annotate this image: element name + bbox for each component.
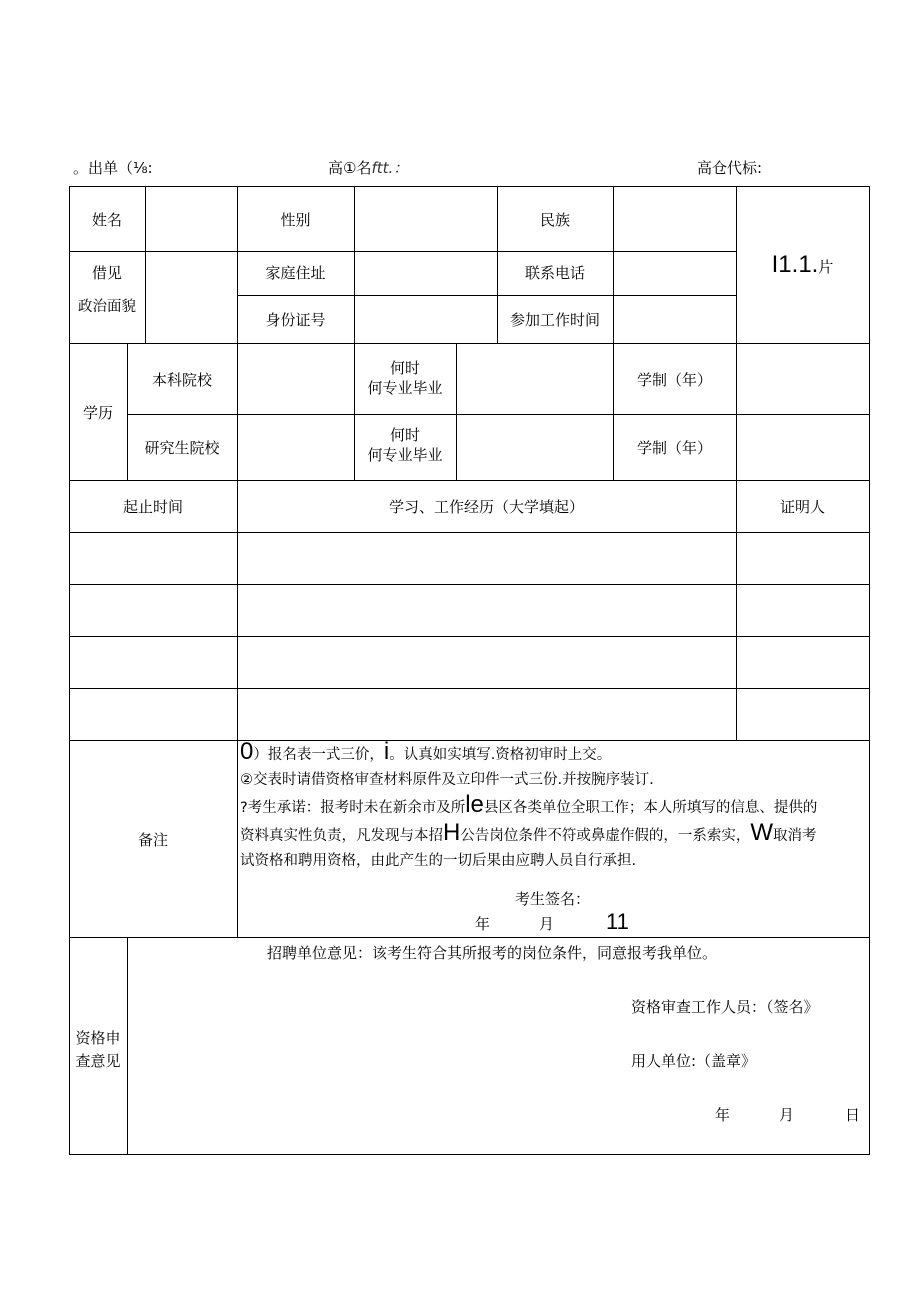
note-mark: H bbox=[443, 819, 461, 846]
header-position-italic: ftt.： bbox=[371, 159, 409, 177]
review-label-line-2: 查意见 bbox=[75, 1052, 121, 1070]
table-border-left bbox=[69, 186, 70, 1155]
employer-seal-label: 用人单位:（盖章》 bbox=[631, 1052, 757, 1070]
grid-line bbox=[237, 343, 238, 480]
applicant-signature-label: 考生签名： bbox=[515, 890, 591, 908]
id-number-label: 身份证号 bbox=[265, 311, 326, 329]
when-line: 何时 bbox=[389, 426, 420, 444]
period-header: 起止时间 bbox=[122, 498, 183, 516]
employer-opinion: 招聘单位意见：该考生符合其所报考的岗位条件，同意报考我单位。 bbox=[267, 944, 718, 962]
header-position-text: 高①名 bbox=[328, 159, 372, 177]
note-text: 。认真如实填写.资格初审时上交。 bbox=[389, 747, 612, 763]
grid-line bbox=[237, 740, 238, 937]
note-line-5: 试资格和聘用资格，由此产生的一切后果由应聘人员自行承担. bbox=[240, 853, 637, 869]
when-line: 何时 bbox=[389, 359, 420, 377]
header-code-label: 高仓代标: bbox=[697, 159, 763, 177]
remarks-month: 月 bbox=[539, 915, 555, 933]
undergrad-school-label: 本科院校 bbox=[151, 371, 212, 389]
address-label: 家庭住址 bbox=[265, 264, 326, 282]
grid-line bbox=[237, 295, 737, 296]
note-number: 0 bbox=[240, 738, 254, 765]
witness-header: 证明人 bbox=[779, 498, 825, 516]
note-mark: W bbox=[750, 819, 773, 846]
review-day: 日 bbox=[845, 1106, 861, 1124]
work-start-label: 参加工作时间 bbox=[509, 311, 600, 329]
grid-line bbox=[354, 186, 355, 343]
table-border-top bbox=[69, 186, 870, 187]
grid-line bbox=[127, 343, 128, 480]
name-label: 姓名 bbox=[91, 211, 122, 229]
header-unit-label: 。出单（⅛: bbox=[73, 159, 153, 177]
grid-line bbox=[69, 532, 870, 533]
ethnicity-label: 民族 bbox=[539, 211, 570, 229]
undergrad-duration-label: 学制（年） bbox=[636, 371, 712, 389]
grid-line bbox=[613, 343, 614, 480]
phone-label: 联系电话 bbox=[524, 264, 585, 282]
grid-line bbox=[69, 937, 870, 938]
note-text: 县区各类单位全职工作；本人所填写的信息、提供的 bbox=[483, 800, 818, 816]
remarks-year: 年 bbox=[475, 915, 491, 933]
review-label bbox=[69, 1027, 127, 1073]
note-mark: i bbox=[383, 738, 390, 765]
grid-line bbox=[145, 186, 146, 343]
politics-label: 政治面貌 bbox=[78, 299, 136, 315]
note-text: ?考生承诺：报考时未在新余市及所 bbox=[240, 800, 466, 816]
remarks-notes bbox=[240, 740, 868, 874]
grid-line bbox=[237, 480, 238, 740]
table-border-right bbox=[869, 186, 870, 1155]
grid-line bbox=[127, 414, 870, 415]
photo-placeholder-suffix: 片 bbox=[818, 258, 834, 276]
note-mark: le bbox=[465, 791, 484, 818]
review-label-line-1: 资格申 bbox=[75, 1029, 121, 1047]
header-position-label bbox=[328, 159, 408, 177]
note-text: 资料真实性负责，凡发现与本招 bbox=[240, 828, 443, 844]
reviewer-signature-label: 资格审查工作人员：（签名》 bbox=[631, 998, 819, 1016]
photo-placeholder-text: I1.1. bbox=[771, 251, 819, 278]
major-line: 何专业毕业 bbox=[367, 379, 443, 397]
note-line-1 bbox=[240, 740, 868, 768]
origin-label: 借见 bbox=[91, 264, 122, 282]
experience-header: 学习、工作经历（大学填起） bbox=[388, 498, 584, 516]
grid-line bbox=[456, 343, 457, 480]
grid-line bbox=[69, 584, 870, 585]
grid-line bbox=[69, 636, 870, 637]
photo-placeholder bbox=[736, 253, 869, 277]
undergrad-when-label bbox=[354, 358, 456, 398]
remarks-label: 备注 bbox=[137, 831, 168, 849]
graduate-school-label: 研究生院校 bbox=[144, 439, 220, 457]
remarks-day: 11 bbox=[606, 909, 629, 934]
major-line: 何专业毕业 bbox=[367, 446, 443, 464]
grid-line bbox=[69, 251, 737, 252]
note-line-3 bbox=[240, 793, 868, 821]
note-text: 公告岗位条件不符或鼻虚作假的，一系索实， bbox=[460, 828, 751, 844]
review-month: 月 bbox=[779, 1106, 795, 1124]
table-border-bottom bbox=[69, 1154, 870, 1155]
grid-line bbox=[69, 343, 870, 344]
graduate-when-label bbox=[354, 425, 456, 465]
note-line-4 bbox=[240, 821, 868, 849]
graduate-duration-label: 学制（年） bbox=[636, 439, 712, 457]
note-text: ）报名表一式三价， bbox=[253, 747, 384, 763]
grid-line bbox=[736, 343, 737, 480]
grid-line bbox=[736, 480, 737, 740]
education-label: 学历 bbox=[82, 404, 113, 422]
note-text: 取消考 bbox=[773, 828, 817, 844]
review-year: 年 bbox=[715, 1106, 731, 1124]
grid-line bbox=[69, 480, 870, 481]
gender-label: 性别 bbox=[280, 211, 311, 229]
grid-line bbox=[69, 688, 870, 689]
note-line-2: ②交表时请借资格审查材料原件及立印件一式三份.并按腕序装订. bbox=[240, 772, 654, 788]
grid-line bbox=[613, 186, 614, 343]
grid-line bbox=[127, 937, 128, 1154]
